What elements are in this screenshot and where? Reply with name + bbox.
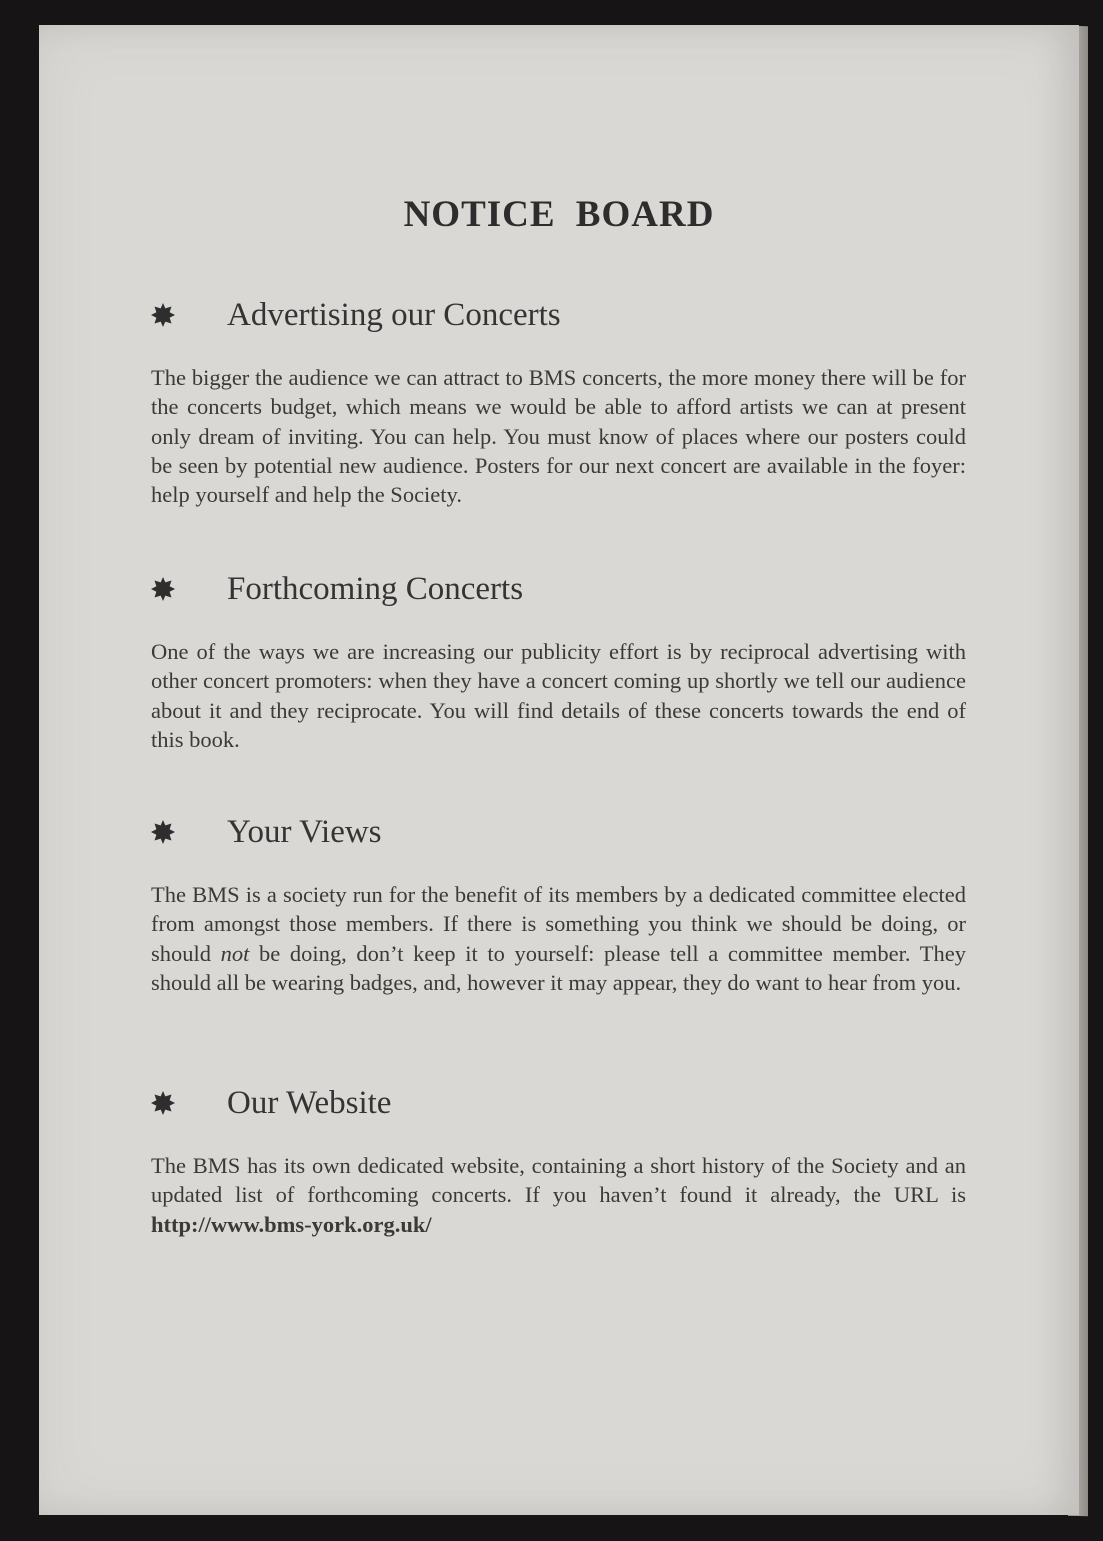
section-heading-label: Your Views: [227, 813, 382, 850]
starburst-icon: [151, 577, 175, 601]
page-title: NOTICE BOARD: [403, 194, 715, 235]
body-text: The BMS has its own dedicated website, containing a short history of the Society and an updated list of forthcoming concerts. If you haven’t found it already, the URL is: [151, 1153, 966, 1208]
website-url: http://www.bms-york.org.uk/: [151, 1211, 432, 1237]
starburst-icon: [151, 820, 175, 844]
section-heading-label: Our Website: [227, 1084, 392, 1121]
section-heading: [151, 569, 966, 609]
section-body: [151, 1151, 966, 1239]
section-forthcoming: [151, 569, 966, 777]
section-body: One of the ways we are increasing our publicity effort is by reciprocal advertising with other concert promoters: when they have a concert coming up shortly we tell our audience about it and they reciprocate. You will find details of these concerts towards the end of this book.: [151, 639, 966, 752]
section-body: [151, 880, 966, 997]
document-page: [39, 25, 1079, 1515]
emphasis-text: not: [220, 940, 250, 966]
section-heading: [151, 812, 966, 852]
section-heading-label: Advertising our Concerts: [227, 296, 561, 333]
body-text: be doing, don’t keep it to yourself: please tell a committee member. They should all be wearing badges, and, however it may appear, they do want to hear from you.: [151, 940, 966, 995]
section-heading-label: Forthcoming Concerts: [227, 570, 524, 607]
starburst-icon: [151, 1091, 175, 1115]
body-text: The BMS is a society run for the benefit of its members by a dedicated committee elected from amongst those members. If there is something you think we should be doing, or should: [151, 882, 966, 966]
section-advertising: [151, 295, 966, 532]
section-body: The bigger the audience we can attract to BMS concerts, the more money there will be for the concerts budget, which means we would be able to afford artists we can at present only dream of inviting. You can help. You must know of places where our posters could be seen by potential new audience. Posters for our next concert are available in the foyer: help yourself and help the Society.: [151, 365, 966, 508]
section-website: [151, 1083, 966, 1261]
starburst-icon: [151, 303, 175, 327]
section-heading: [151, 1083, 966, 1123]
section-your-views: [151, 812, 966, 1020]
section-heading: [151, 295, 966, 335]
